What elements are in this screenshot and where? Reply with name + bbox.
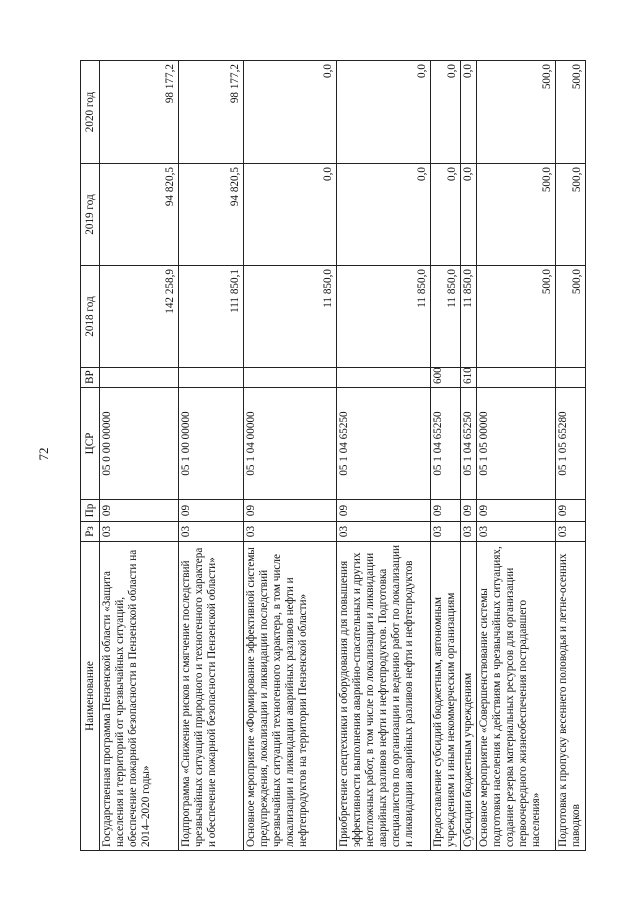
row-vr xyxy=(477,368,556,388)
row-vr xyxy=(337,368,431,388)
row-2020: 0,0 xyxy=(244,61,337,164)
row-2020: 0,0 xyxy=(431,61,461,164)
row-rz: 03 xyxy=(477,522,556,542)
row-csr: 05 1 00 00000 xyxy=(179,388,244,500)
row-2020: 98 177,2 xyxy=(179,61,244,164)
row-vr xyxy=(556,368,586,388)
row-csr: 05 1 04 00000 xyxy=(244,388,337,500)
rotated-table-container xyxy=(80,61,583,851)
header-vr: ВР xyxy=(81,368,100,388)
row-csr: 05 1 05 65280 xyxy=(556,388,586,500)
row-2019: 0,0 xyxy=(244,164,337,266)
table-row xyxy=(244,61,337,851)
header-pr: Пр xyxy=(81,500,100,522)
row-pr: 09 xyxy=(477,500,556,522)
row-rz: 03 xyxy=(556,522,586,542)
header-2018: 2018 год xyxy=(81,266,100,368)
row-2020: 0,0 xyxy=(461,61,477,164)
table-row xyxy=(461,61,477,851)
row-pr: 09 xyxy=(179,500,244,522)
row-2020: 500,0 xyxy=(477,61,556,164)
row-csr: 05 1 04 65250 xyxy=(461,388,477,500)
row-pr: 09 xyxy=(100,500,179,522)
table-row xyxy=(100,61,179,851)
row-2020: 98 177,2 xyxy=(100,61,179,164)
row-name: Субсидии бюджетным учреждениям xyxy=(461,542,477,851)
table-row xyxy=(337,61,431,851)
row-rz: 03 xyxy=(244,522,337,542)
header-2020: 2020 год xyxy=(81,61,100,164)
row-2018: 500,0 xyxy=(477,266,556,368)
row-2019: 94 820,5 xyxy=(100,164,179,266)
row-2018: 11 850,0 xyxy=(461,266,477,368)
row-2018: 142 258,9 xyxy=(100,266,179,368)
budget-table xyxy=(80,60,586,851)
row-2018: 500,0 xyxy=(556,266,586,368)
row-rz: 03 xyxy=(461,522,477,542)
header-csr: ЦСР xyxy=(81,388,100,500)
header-2019: 2019 год xyxy=(81,164,100,266)
table-row xyxy=(556,61,586,851)
row-2018: 11 850,0 xyxy=(244,266,337,368)
row-pr: 09 xyxy=(244,500,337,522)
row-2018: 111 850,1 xyxy=(179,266,244,368)
row-2019: 500,0 xyxy=(556,164,586,266)
row-name: Предоставление субсидий бюджетным, автономным учреждениям и иным некоммерческим организациям xyxy=(431,542,461,851)
row-rz: 03 xyxy=(431,522,461,542)
row-name: Приобретение спецтехники и оборудования для повышения эффективности выполнения аварийно-спасательных и других неотложных работ, в том числе по локализации и ликвидации аварийных разливов нефти и нефтепродуктов. Подготовка специалистов по организации и ведению работ по локализации и ликвидации аварийных разливов нефти и нефтепродуктов xyxy=(337,542,431,851)
row-2018: 11 850,0 xyxy=(431,266,461,368)
row-2019: 0,0 xyxy=(337,164,431,266)
row-pr: 09 xyxy=(337,500,431,522)
row-csr: 05 1 04 65250 xyxy=(337,388,431,500)
row-pr: 09 xyxy=(556,500,586,522)
row-2019: 0,0 xyxy=(461,164,477,266)
row-2020: 500,0 xyxy=(556,61,586,164)
table-row xyxy=(477,61,556,851)
row-2019: 0,0 xyxy=(431,164,461,266)
header-rz: Рз xyxy=(81,522,100,542)
page-number: 72 xyxy=(36,447,51,461)
row-vr xyxy=(179,368,244,388)
row-name: Основное мероприятие «Формирование эффективной системы предупреждения, локализации и ликвидации последствий чрезвычайных ситуаций техногенного характера, в том числе локализации и ликвидации аварийных разливов нефти и нефтепродуктов на территории Пензенской области» xyxy=(244,542,337,851)
row-pr: 09 xyxy=(461,500,477,522)
row-csr: 05 0 00 00000 xyxy=(100,388,179,500)
row-name: Государственная программа Пензенской области «Защита населения и территорий от чрезвычайных ситуаций, обеспечение пожарной безопасности в Пензенской области на 2014–2020 годы» xyxy=(100,542,179,851)
row-rz: 03 xyxy=(100,522,179,542)
header-row xyxy=(81,61,100,851)
row-2019: 500,0 xyxy=(477,164,556,266)
row-rz: 03 xyxy=(179,522,244,542)
row-csr: 05 1 05 00000 xyxy=(477,388,556,500)
row-name: Подпрограмма «Снижение рисков и смягчение последствий чрезвычайных ситуаций природного и техногенного характера и обеспечение пожарной безопасности Пензенской области» xyxy=(179,542,244,851)
row-2019: 94 820,5 xyxy=(179,164,244,266)
table-row xyxy=(431,61,461,851)
row-2018: 11 850,0 xyxy=(337,266,431,368)
row-vr: 610 xyxy=(461,368,477,388)
row-vr: 600 xyxy=(431,368,461,388)
row-rz: 03 xyxy=(337,522,431,542)
header-name: Наименование xyxy=(81,542,100,851)
row-vr xyxy=(244,368,337,388)
table-row xyxy=(179,61,244,851)
row-2020: 0,0 xyxy=(337,61,431,164)
row-name: Подготовка к пропуску весеннего половодья и летне-осенних паводков xyxy=(556,542,586,851)
row-csr: 05 1 04 65250 xyxy=(431,388,461,500)
row-vr xyxy=(100,368,179,388)
row-name: Основное мероприятие «Совершенствование системы подготовки населения к действиям в чрезвычайных ситуациях, создание резерва материальных ресурсов для организации первоочередного жизнеобеспечения пострадавшего населения» xyxy=(477,542,556,851)
row-pr: 09 xyxy=(431,500,461,522)
